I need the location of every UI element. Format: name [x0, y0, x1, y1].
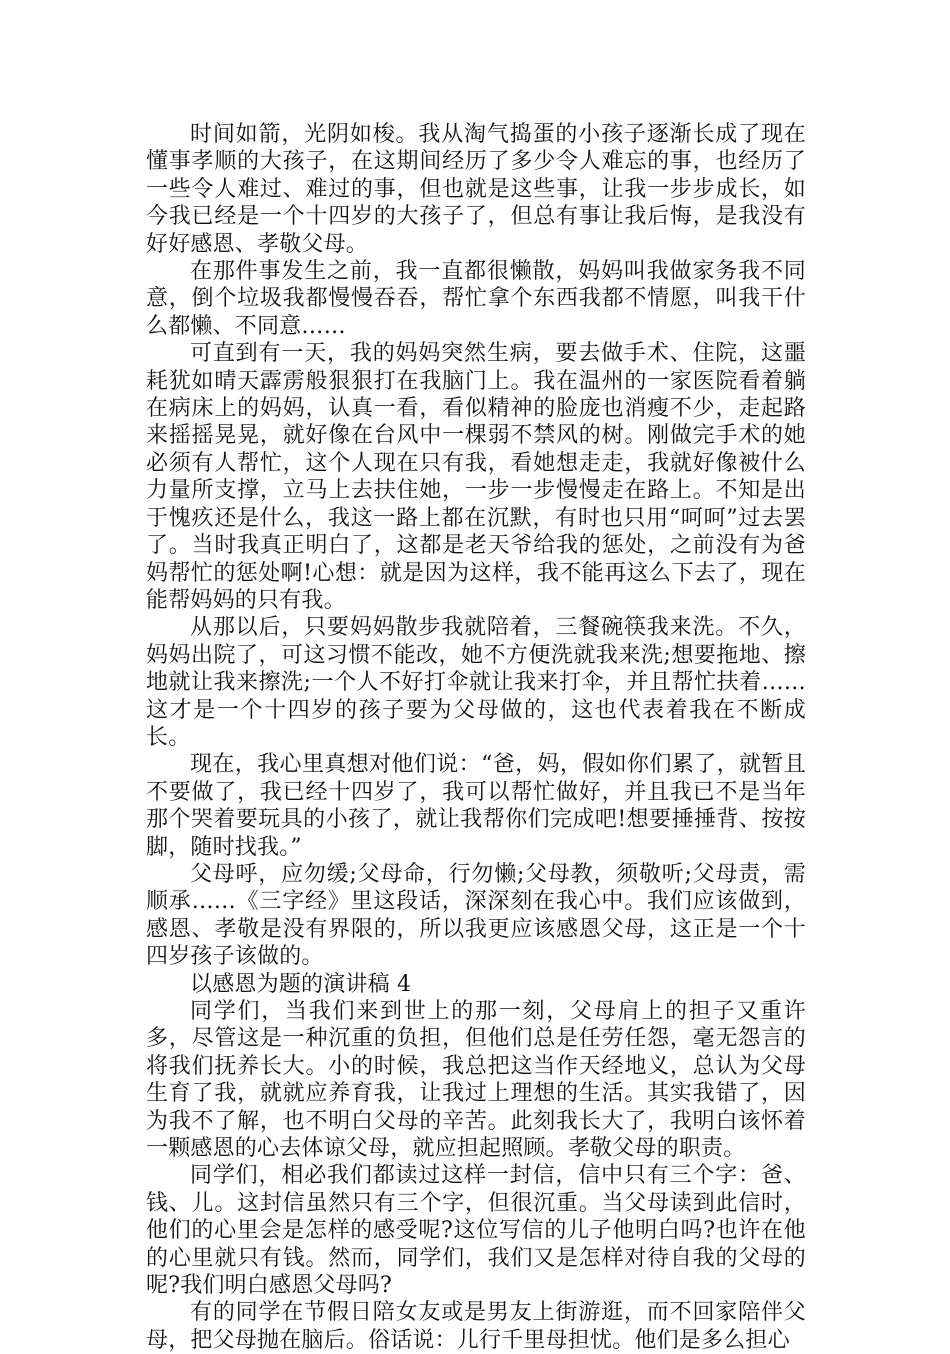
- section-title: 以感恩为题的演讲稿 4: [190, 971, 412, 997]
- paragraph: 现在，我心里真想对他们说：“爸，妈，假如你们累了，就暂且不要做了，我已经十四岁了，我可以帮忙做好，并且我已不是当年那个哭着要玩具的小孩了，就让我帮你们完成吧!想要捶捶背、按按脚，随时找我。”: [146, 752, 806, 860]
- paragraph: 从那以后，只要妈妈散步我就陪着，三餐碗筷我来洗。不久，妈妈出院了，可这习惯不能改，她不方便洗就我来洗;想要拖地、擦地就让我来擦洗;一个人不好打伞就让我来打伞，并且帮忙扶着……这才是一个十四岁的孩子要为父母做的，这也代表着我在不断成长。: [146, 615, 806, 750]
- paragraph: 父母呼，应勿缓;父母命，行勿懒;父母教，须敬听;父母责，需顺承……《三字经》里这段话，深深刻在我心中。我们应该做到，感恩、孝敬是没有界限的，所以我更应该感恩父母，这正是一个十四岁孩子该做的。: [146, 861, 806, 970]
- document-body: [146, 121, 806, 1354]
- paragraph: 有的同学在节假日陪女友或是男友上街游逛，而不回家陪伴父母，把父母抛在脑后。俗话说：儿行千里母担忧。他们是多么担心: [146, 1300, 806, 1353]
- paragraph: 同学们，当我们来到世上的那一刻，父母肩上的担子又重许多，尽管这是一种沉重的负担，但他们总是任劳任怨，毫无怨言的将我们抚养长大。小的时候，我总把这当作天经地义，总认为父母生育了我，就就应养育我，让我过上理想的生活。其实我错了，因为我不了解，也不明白父母的辛苦。此刻我长大了，我明白该怀着一颗感恩的心去体谅父母，就应担起照顾。孝敬父母的职责。: [146, 999, 806, 1162]
- paragraph: 可直到有一天，我的妈妈突然生病，要去做手术、住院，这噩耗犹如晴天霹雳般狠狠打在我脑门上。我在温州的一家医院看着躺在病床上的妈妈，认真一看，看似精神的脸庞也消瘦不少，走起路来摇摇晃晃，就好像在台风中一棵弱不禁风的树。刚做完手术的她必须有人帮忙，这个人现在只有我，看她想走走，我就好像被什么力量所支撑，立马上去扶住她，一步一步慢慢走在路上。不知是出于愧疚还是什么，我这一路上都在沉默，有时也只用“呵呵”过去罢了。当时我真正明白了，这都是老天爷给我的惩处，之前没有为爸妈帮忙的惩处啊!心想：就是因为这样，我不能再这么下去了，现在能帮妈妈的只有我。: [146, 341, 806, 613]
- paragraph: 时间如箭，光阴如梭。我从淘气捣蛋的小孩子逐渐长成了现在懂事孝顺的大孩子，在这期间经历了多少令人难忘的事，也经历了一些令人难过、难过的事，但也就是这些事，让我一步步成长，如今我已经是一个十四岁的大孩子了，但总有事让我后悔，是我没有好好感恩、孝敬父母。: [146, 122, 806, 257]
- paragraph: 同学们，相必我们都读过这样一封信，信中只有三个字：爸、钱、儿。这封信虽然只有三个字，但很沉重。当父母读到此信时，他们的心里会是怎样的感受呢?这位写信的儿子他明白吗?也许在他的心里就只有钱。然而，同学们，我们又是怎样对待自我的父母的呢?我们明白感恩父母吗?: [146, 1163, 806, 1299]
- paragraph: 在那件事发生之前，我一直都很懒散，妈妈叫我做家务我不同意，倒个垃圾我都慢慢吞吞，帮忙拿个东西我都不情愿，叫我干什么都懒、不同意……: [146, 259, 806, 339]
